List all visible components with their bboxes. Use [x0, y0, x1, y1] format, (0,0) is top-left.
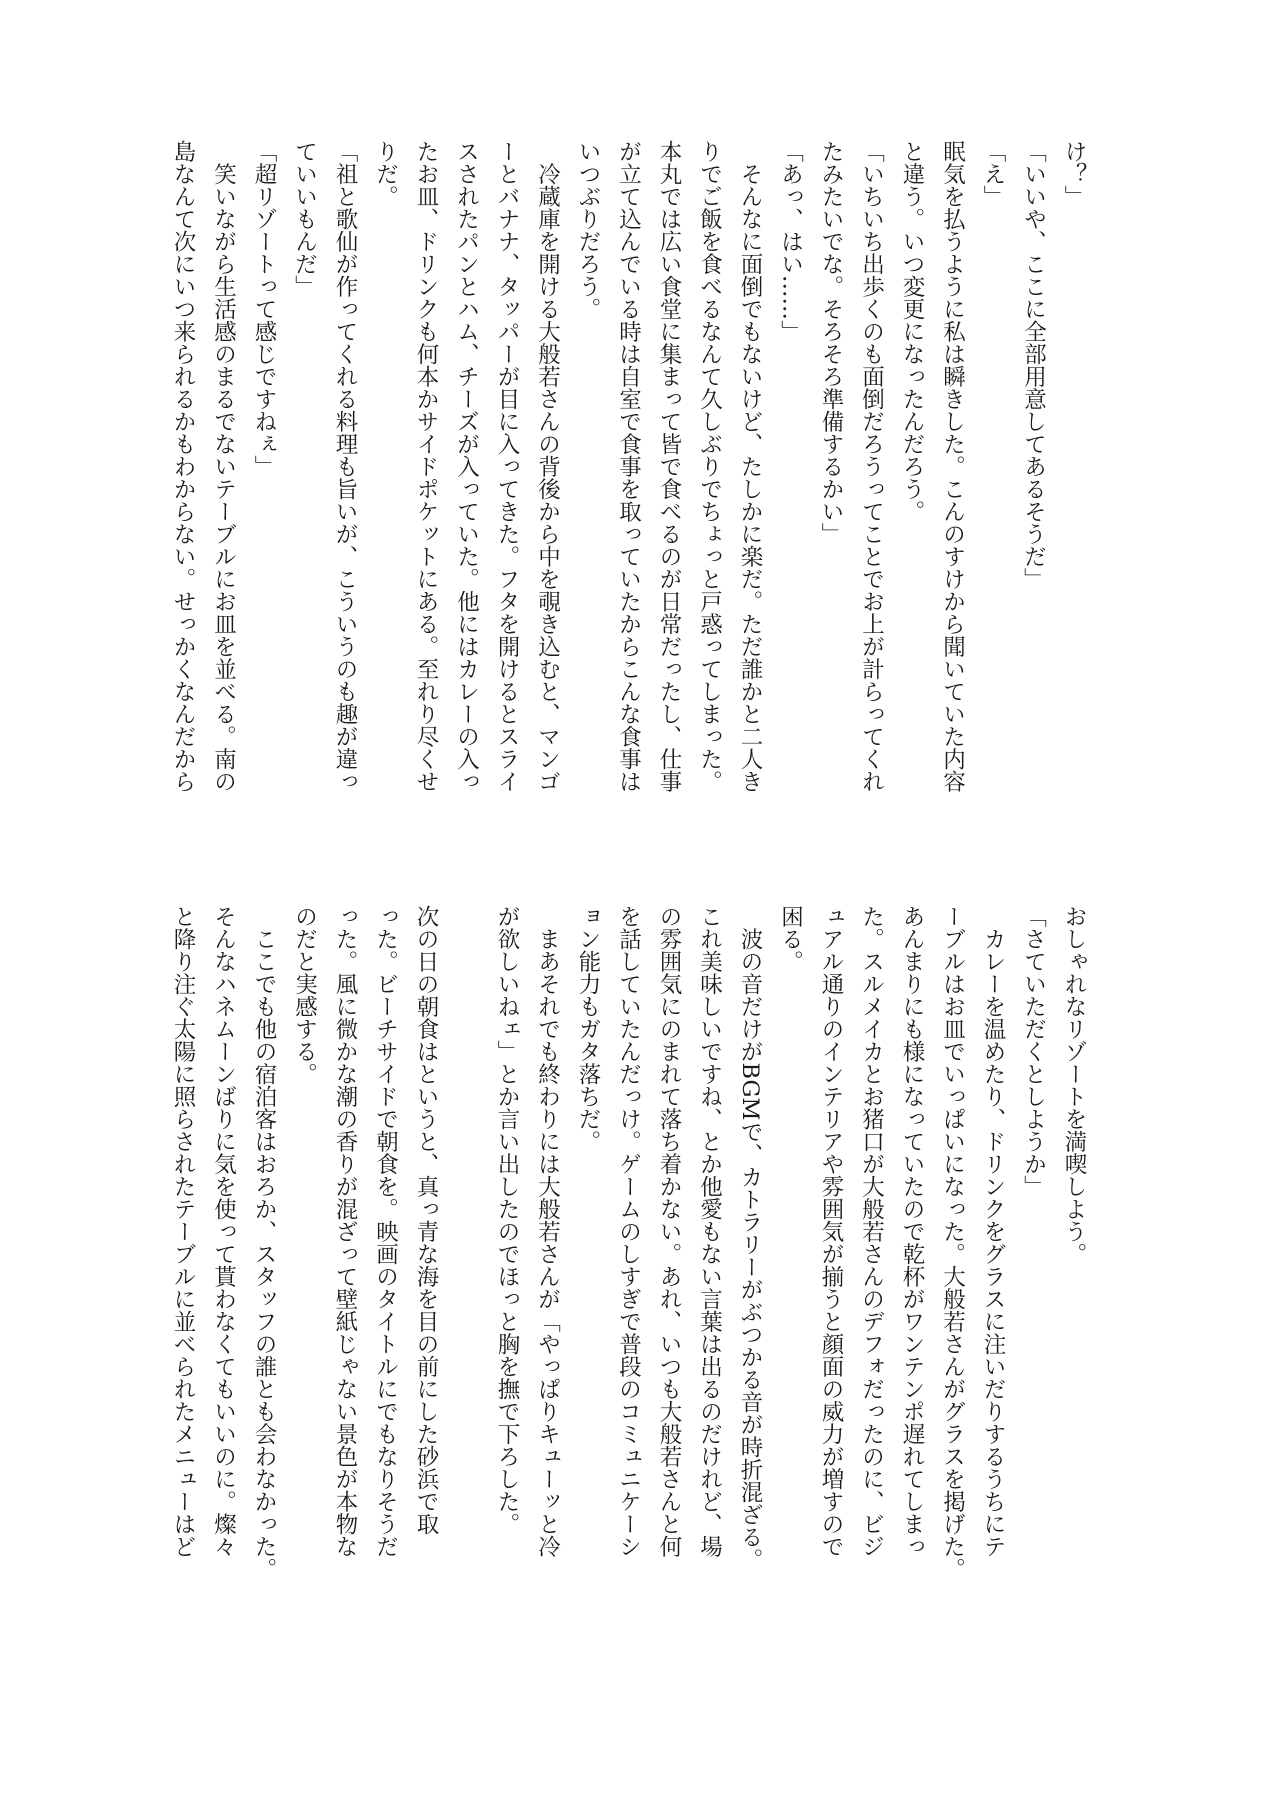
lower-text-line: った。風に微かな潮の香りが混ざって壁紙じゃない景色が本物な [332, 905, 358, 1558]
lower-text-line: のだと実感する。 [291, 905, 318, 1085]
lower-text-line: カレーを温めたり、ドリンクをグラスに注いだりするうちにテ [980, 905, 1006, 1558]
upper-text-line: 「いいや、ここに全部用意してあるそうだ」 [1020, 140, 1047, 590]
upper-text-line: 「いちいち出歩くのも面倒だろうってことでお上が計らってくれ [858, 140, 885, 793]
upper-text-line: りだ。 [372, 140, 399, 208]
lower-text-line: そんなハネムーンばりに気を使って貰わなくてもいいのに。燦々 [210, 905, 237, 1558]
upper-text-line: 冷蔵庫を開ける大般若さんの背後から中を覗き込むと、マンゴ [534, 140, 561, 793]
lower-text-line: 困る。 [777, 905, 804, 973]
upper-text-line: 「超リゾートって感じですねぇ」 [251, 140, 277, 478]
lower-text-line [446, 905, 487, 1635]
lower-text-line: ュアル通りのインテリアや雰囲気が揃うと顔面の威力が増すので [818, 905, 844, 1558]
upper-text-line: たみたいでな。そろそろ準備するかい」 [818, 140, 844, 545]
upper-text-line: 島なんて次にいつ来られるかもわからない。せっかくなんだから [170, 140, 196, 793]
upper-text-line: 本丸では広い食堂に集まって皆で食べるのが日常だったし、仕事 [656, 140, 682, 793]
lower-text-line: おしゃれなリゾートを満喫しよう。 [1061, 905, 1087, 1265]
lower-text-line: 波の音だけがBGMで、カトラリーがぶつかる音が時折混ざる。 [737, 905, 763, 1571]
upper-text-line: が立て込んでいる時は自室で食事を取っていたからこんな食事は [615, 140, 642, 793]
lower-text-line: これ美味しいですね、とか他愛もない言葉は出るのだけれど、場 [696, 905, 723, 1558]
upper-text-line: け？」 [1061, 140, 1087, 208]
upper-text-line: そんなに面倒でもないけど、たしかに楽だ。ただ誰かと二人き [737, 140, 763, 793]
lower-text-line: った。ビーチサイドで朝食を。映画のタイトルにでもなりそうだ [372, 905, 399, 1558]
upper-text-line: 「あっ、はい……」 [777, 140, 804, 343]
lower-text-line: ここでも他の宿泊客はおろか、スタッフの誰とも会わなかった。 [251, 905, 277, 1580]
upper-text-line: いつぶりだろう。 [575, 140, 601, 320]
upper-text-line: スされたパンとハム、チーズが入っていた。他にはカレーの入っ [453, 140, 480, 793]
lower-text-line: 次の日の朝食はというと、真っ青な海を目の前にした砂浜で取 [413, 905, 439, 1535]
lower-text-line: の雰囲気にのまれて落ち着かない。あれ、いつも大般若さんと何 [656, 905, 682, 1558]
text-block-lower [170, 905, 1094, 1635]
upper-text-line: 笑いながら生活感のまるでないテーブルにお皿を並べる。南の [210, 140, 237, 793]
lower-text-line: と降り注ぐ太陽に照らされたテーブルに並べられたメニューはど [170, 905, 196, 1558]
lower-text-line: た。スルメイカとお猪口が大般若さんのデフォだったのに、ビジ [858, 905, 885, 1558]
upper-text-line: ーとバナナ、タッパーが目に入ってきた。フタを開けるとスライ [494, 140, 520, 793]
upper-text-line: 「祖と歌仙が作ってくれる料理も旨いが、こういうのも趣が違っ [332, 140, 358, 793]
lower-text-line: 「さていただくとしようか」 [1020, 905, 1047, 1198]
lower-text-line: あんまりにも様になっていたので乾杯がワンテンポ遅れてしまっ [899, 905, 925, 1558]
lower-text-line: ョン能力もガタ落ちだ。 [575, 905, 601, 1153]
text-block-upper [170, 140, 1094, 860]
lower-text-line: を話していたんだっけ。ゲームのしすぎで普段のコミュニケーシ [615, 905, 642, 1558]
upper-text-line: りでご飯を食べるなんて久しぶりでちょっと戸惑ってしまった。 [696, 140, 723, 793]
lower-text-line: が欲しいねェ」とか言い出したのでほっと胸を撫で下ろした。 [494, 905, 520, 1535]
lower-text-line: まあそれでも終わりには大般若さんが「やっぱりキューッと冷 [534, 905, 561, 1558]
upper-text-line: ていいもんだ」 [291, 140, 318, 298]
lower-text-line: ーブルはお皿でいっぱいになった。大般若さんがグラスを掲げた。 [939, 905, 966, 1580]
upper-text-line: 「え」 [980, 140, 1006, 208]
upper-text-line: と違う。いつ変更になったんだろう。 [899, 140, 925, 523]
upper-text-line: たお皿、ドリンクも何本かサイドポケットにある。至れり尽くせ [413, 140, 439, 793]
upper-text-line: 眠気を払うように私は瞬きした。こんのすけから聞いていた内容 [939, 140, 966, 793]
